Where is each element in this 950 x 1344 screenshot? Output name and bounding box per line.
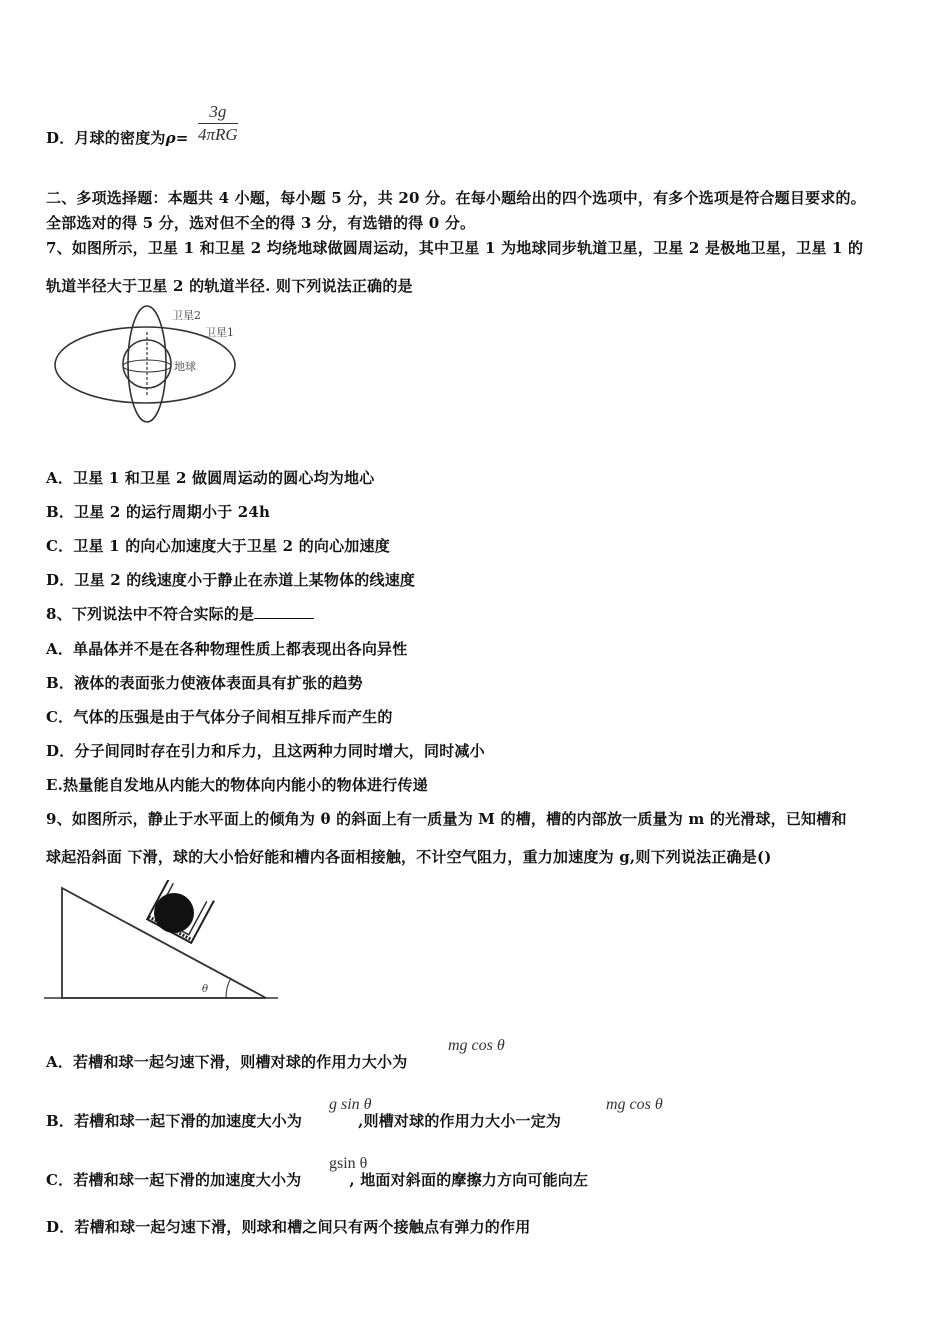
q8-option-d: D．分子间同时存在引力和斥力，且这两种力同时增大，同时减小 (46, 742, 485, 760)
theta-arc (226, 978, 231, 998)
q7-satellite-orbit-figure (50, 302, 250, 427)
q6-rho-label: ρ= (165, 129, 189, 147)
q9-stem-line1: 9、如图所示，静止于水平面上的倾角为 θ 的斜面上有一质量为 M 的槽，槽的内部放一质量为 m 的光滑球，已知槽和 (46, 810, 847, 828)
q9-option-d: D．若槽和球一起匀速下滑，则球和槽之间只有两个接触点有弹力的作用 (46, 1218, 531, 1236)
q6-density-fraction (198, 102, 238, 145)
q6-fraction-denominator: 4πRG (198, 125, 238, 144)
label-satellite1: 卫星1 (205, 326, 234, 339)
q8-stem-text: 8、下列说法中不符合实际的是 (46, 605, 255, 623)
q6-fraction-numerator: 3g (198, 102, 238, 124)
q9-option-b-text1: B．若槽和球一起下滑的加速度大小为 (46, 1112, 303, 1130)
q7-option-d: D．卫星 2 的线速度小于静止在赤道上某物体的线速度 (46, 571, 416, 589)
section2-heading-line1: 二、多项选择题：本题共 4 小题，每小题 5 分，共 20 分。在每小题给出的四个选项中，有多个选项是符合题目要求的。 (46, 189, 866, 207)
q9-option-c-formula: gsin θ (329, 1155, 368, 1172)
q8-option-a: A．单晶体并不是在各种物理性质上都表现出各向异性 (46, 640, 408, 658)
q8-answer-blank (254, 606, 314, 619)
earth-equator (123, 360, 171, 372)
q8-option-c: C．气体的压强是由于气体分子间相互排斥而产生的 (46, 708, 393, 726)
q8-option-b: B．液体的表面张力使液体表面具有扩张的趋势 (46, 674, 363, 692)
q7-stem-line2: 轨道半径大于卫星 2 的轨道半径. 则下列说法正确的是 (46, 277, 413, 295)
q8-option-e: E.热量能自发地从内能大的物体向内能小的物体进行传递 (46, 776, 428, 794)
q7-stem-line1: 7、如图所示，卫星 1 和卫星 2 均绕地球做圆周运动，其中卫星 1 为地球同步轨道卫星，卫星 2 是极地卫星，卫星 1 的 (46, 239, 864, 257)
q8-stem (46, 603, 314, 624)
theta-label: θ (202, 984, 209, 995)
ball (154, 893, 194, 933)
q9-option-a: A．若槽和球一起匀速下滑，则槽对球的作用力大小为 (46, 1053, 408, 1071)
label-satellite2: 卫星2 (172, 309, 201, 322)
q9-option-b-text2: ,则槽对球的作用力大小一定为 (358, 1112, 562, 1130)
q9-option-b-formula1: g sin θ (329, 1096, 372, 1113)
q7-option-c: C．卫星 1 的向心加速度大于卫星 2 的向心加速度 (46, 537, 390, 555)
q9-option-c (46, 1169, 588, 1190)
q9-option-c-text1: C．若槽和球一起下滑的加速度大小为 (46, 1171, 302, 1189)
label-earth: 地球 (174, 360, 196, 373)
q9-option-c-text2: , 地面对斜面的摩擦力方向可能向左 (349, 1171, 589, 1189)
q9-incline-figure (44, 880, 280, 1005)
q9-stem-line2: 球起沿斜面 下滑，球的大小恰好能和槽内各面相接触，不计空气阻力，重力加速度为 g,则下列说法正确是() (46, 848, 772, 866)
q6-option-d-text: D．月球的密度为 (46, 129, 166, 147)
q7-option-a: A．卫星 1 和卫星 2 做圆周运动的圆心均为地心 (46, 469, 375, 487)
section2-heading-line2: 全部选对的得 5 分，选对但不全的得 3 分，有选错的得 0 分。 (46, 214, 476, 232)
q9-option-a-formula: mg cos θ (448, 1037, 505, 1054)
q6-option-d (46, 127, 189, 148)
q9-option-b (46, 1110, 561, 1131)
q7-option-b: B．卫星 2 的运行周期小于 24h (46, 503, 271, 521)
q9-option-b-formula2: mg cos θ (606, 1096, 663, 1113)
